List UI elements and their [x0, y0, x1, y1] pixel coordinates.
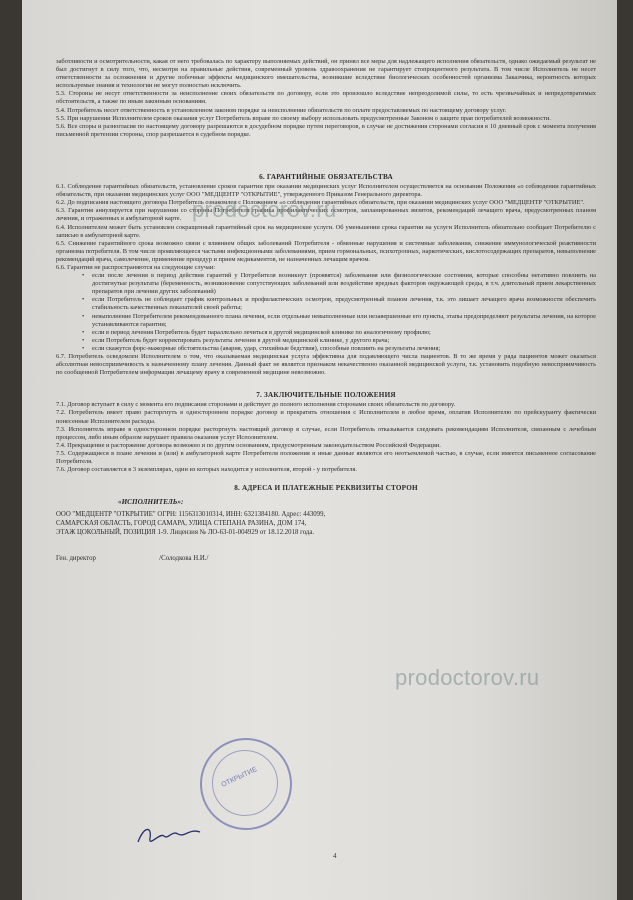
signer-name: /Солодкова Н.И./ — [159, 555, 209, 563]
paragraph-6-6: 6.6. Гарантии не распространяются на следующие случаи: — [56, 263, 216, 271]
executor-title: «ИСПОЛНИТЕЛЬ»: — [118, 498, 184, 507]
document-page — [22, 0, 617, 900]
paragraph-6-4: 6.4. Исполнителем может быть установлен сокращенный гарантийный срок на медицинские услуги. Об уменьшении срока гарантии на услуги Исполнитель обязательно сообщает Потребителю с записью в амбулаторной карте. — [56, 223, 596, 239]
stamp-label: ОТКРЫТИЕ — [220, 766, 259, 789]
list-item: • если после лечения в период действия гарантий у Потребителя возникнут (проявятся) заболевания или физиологические состояния, которые способны негативно повлиять на достигнутые результаты (беременность, возникновение сопутствующих заболеваний или воздействие вредных факторов окружающей среды, в т.ч. длительный прием лекарственных препаратов при лечении других заболеваний) — [92, 272, 596, 296]
paragraph-6-5: 6.5. Снижение гарантийного срока возможно связи с влиянием общих заболеваний Потребителя - обменные нарушения и системные заболевания, снижение иммунологической реактивности организма потребителя. В том числе проявляющееся частыми инфекционными заболеваниями, прием гормональных, психотропных, наркотических, кислотосодержащих препаратов, невыполнение рекомендаций врача, самолечение, применение процедур и прием медикаментов, не назначенных лечащим врачом. — [56, 239, 596, 263]
paragraph-6-3: 6.3. Гарантия аннулируется при нарушении со стороны Потребителя графика профилактических осмотров, запланированных визитов, рекомендаций лечащего врача, предусмотренных планом лечения, и отраженных в амбулаторной карте. — [56, 207, 596, 223]
paragraph-7-3: 7.3. Исполнитель вправе в одностороннем порядке расторгнуть настоящий договор в случае, если Потребитель отказывается следовать рекомендациям Исполнителя, связанным с лечебным процессом, либо иным образом нарушает правила оказания услуг Исполнителем. — [56, 425, 596, 441]
paragraph-7-5: 7.5. Содержащиеся в плане лечения и (или) в амбулаторной карте Потребителя положения и иные данные являются его неотъемлемой частью, в случае, если имеется письменное согласование Потребителя. — [56, 449, 596, 466]
paragraph-5-5: 5.5. При нарушении Исполнителем сроков оказания услуг Потребитель вправе по своему выбору использовать предусмотренные Законом о защите прав потребителей возможности. — [56, 114, 551, 122]
paragraph-6-7: 6.7. Потребитель осведомлен Исполнителем о том, что оказываемая медицинская услуга эффективна для подавляющего числа пациентов. В то же время у ряда пациентов может оказаться абсолютная невосприимчивость к назначенному плану лечения. Данный факт не является признаком некачественно оказанной медицинской услуги, т.к. установить подобную невосприимчивость по сообщенной Потребителем информации лечащему врачу в современной медицине невозможно. — [56, 353, 596, 377]
paragraph-6-2: 6.2. До подписания настоящего договора Потребитель ознакомлен с Положением «о соблюдении гарантийных обязательств, при оказании медицинских услуг ООО "МЕДЦЕНТР "ОТКРЫТИЕ". — [56, 199, 585, 207]
contract-text — [56, 58, 596, 564]
paragraph-7-4: 7.4. Прекращение и расторжение договора возможно и по другим основаниям, предусмотренным законодательством Российской Федерации. — [56, 441, 441, 449]
list-item: • если скажутся форс-мажорные обстоятельства (авария, удар, стихийные бедствия), способные повлиять на результаты лечения; — [92, 345, 596, 353]
executor-details: ООО "МЕДЦЕНТР "ОТКРЫТИЕ" ОГРН: 1156313010314, ИНН: 6321384180. Адрес: 443099, САМАРСКАЯ ОБЛАСТЬ, ГОРОД САМАРА, УЛИЦА СТЕПАНА РАЗИНА, ДОМ 174, ЭТАЖ ЦОКОЛЬНЫЙ, ПОЗИЦИЯ 1-9. Лицензия № ЛО-63-01-004929 от 18.12.2018 года. — [56, 511, 326, 537]
paragraph-5-2-continuation: заботливости и осмотрительности, какая от него требовалась по характеру выполняемых действий, он принял все меры для надлежащего исполнения обязательств, однако ожидаемый результат не был достигнут в силу того, что, несмотря на правильные действия, современный уровень здравоохранения не гарантирует стопроцентного результата. В том числе Исполнитель не несет ответственности за осложнения и другие побочные эффекты медицинского вмешательства, возникшие вследствие биологических особенностей организма Заказчика, вероятность которых используемые знания и технологии не могут полностью исключить. — [56, 58, 596, 90]
paragraph-7-6: 7.6. Договор составляется в 3 экземплярах, один из которых находится у исполнителя, второй - у потребителя. — [56, 466, 357, 474]
list-item: • если Потребитель будет корректировать результаты лечения в другой медицинской клинике, у другого врача; — [92, 337, 596, 345]
paragraph-5-3: 5.3. Стороны не несут ответственности за неисполнение своих обязательств по договору, если это произошло вследствие непреодолимой силы, то есть чрезвычайных и непредотвратимых обстоятельств, а также по иным законным основаниям. — [56, 90, 596, 106]
exclusions-list — [56, 272, 596, 353]
paragraph-5-4: 5.4. Потребитель несет ответственность в установленном законом порядке за неисполнение обязательств по оплате предоставляемых по настоящему договору услуг. — [56, 106, 507, 114]
paragraph-6-1: 6.1. Соблюдение гарантийных обязательств, установление сроков гарантии при оказании медицинских услуг Исполнителем осуществляется на основании Положения «о соблюдении гарантийных обязательств, при оказании медицинских услуг ООО "МЕДЦЕНТР "ОТКРЫТИЕ", утвержденного Приказом Генерального директора. — [56, 183, 596, 199]
paragraph-5-6: 5.6. Все споры и разногласия по настоящему договору разрешаются в досудебном порядке путем переговоров, в случае не достижения сторонами согласия в 10 дневный срок с момента получения письменной претензии стороны, спор разрешается в судебном порядке. — [56, 122, 596, 138]
list-item: • невыполнение Потребителем рекомендованного плана лечения, если отдельные невыполненные или незавершенные его пункты, этапы предопределяют результаты лечения, на которое устанавливаются гарантии; — [92, 313, 596, 329]
page-number: 4 — [333, 852, 337, 860]
section-6-heading: 6. ГАРАНТИЙНЫЕ ОБЯЗАТЕЛЬСТВА — [259, 172, 393, 181]
company-stamp — [200, 738, 292, 830]
section-8-heading: 8. АДРЕСА И ПЛАТЕЖНЫЕ РЕКВИЗИТЫ СТОРОН — [234, 484, 418, 493]
section-7-heading: 7. ЗАКЛЮЧИТЕЛЬНЫЕ ПОЛОЖЕНИЯ — [256, 391, 396, 400]
watermark: prodoctorov.ru — [192, 197, 337, 222]
watermark: prodoctorov.ru — [395, 665, 540, 690]
paragraph-7-1: 7.1. Договор вступает в силу с момента его подписания сторонами и действует до полного исполнения сторонами своих обязательств по договору. — [56, 401, 456, 409]
list-item: • если в период лечения Потребитель будет параллельно лечиться в другой медицинской клинике по аналогичному профилю; — [92, 329, 596, 337]
list-item: • если Потребитель не соблюдает график контрольных и профилактических осмотров, предусмотренный планом лечения, т.к. это лишает лечащего врача возможности обеспечить стабильность качественных показателей своей работы; — [92, 296, 596, 312]
paragraph-7-2: 7.2. Потребитель имеет право расторгнуть в одностороннем порядке договор и прекратить отношения с Исполнителем в любое время, оплатив Исполнителю по прейскуранту фактически понесенные Исполнителем расходы. — [56, 409, 596, 425]
handwritten-signature — [134, 822, 204, 852]
signer-role: Ген. директор — [56, 555, 96, 563]
signature-line — [56, 555, 596, 563]
